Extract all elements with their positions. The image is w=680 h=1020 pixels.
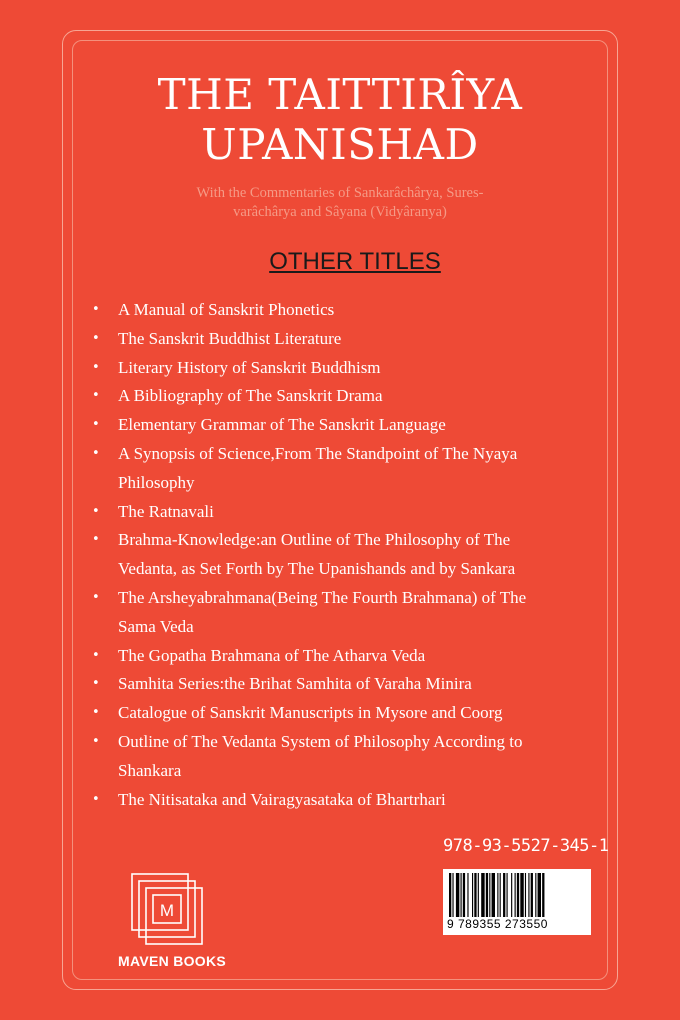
other-title-text: Samhita Series:the Brihat Samhita of Varaha Minira xyxy=(118,674,472,694)
barcode-bar xyxy=(489,873,490,917)
other-title-item xyxy=(92,498,592,527)
other-title-item xyxy=(92,382,592,411)
other-title-text: Shankara xyxy=(118,760,182,780)
book-title-line-1: THE TAITTIRÎYA xyxy=(157,70,523,119)
other-title-text: Brahma-Knowledge:an Outline of The Philosophy of The xyxy=(118,530,511,550)
barcode-bar xyxy=(520,873,523,917)
other-title-item xyxy=(92,728,592,786)
other-title-item xyxy=(92,325,592,354)
book-title xyxy=(0,70,680,170)
barcode-bar xyxy=(478,873,479,917)
bullet-icon: • xyxy=(92,330,100,346)
other-title-text: A Bibliography of The Sanskrit Drama xyxy=(118,386,383,406)
other-title-text: Elementary Grammar of The Sanskrit Language xyxy=(118,415,446,435)
bullet-icon: • xyxy=(92,647,100,663)
bullet-icon: • xyxy=(92,302,100,317)
other-title-text: The Sanskrit Buddhist Literature xyxy=(118,328,342,348)
other-title-text: Outline of The Vedanta System of Philosophy According to xyxy=(118,731,523,751)
publisher-name: MAVEN BOOKS xyxy=(118,953,227,969)
bullet-icon: • xyxy=(92,417,100,433)
barcode-bar xyxy=(515,873,516,917)
barcode-bar xyxy=(449,873,451,917)
bullet-icon: • xyxy=(92,705,100,721)
barcode-bar xyxy=(486,873,488,917)
other-title-text: The Arsheyabrahmana(Being The Fourth Brahmana) of The xyxy=(118,587,527,607)
barcode-digits: 9 789355 273550 xyxy=(447,917,548,931)
barcode-bar xyxy=(511,873,512,917)
other-title-text: Philosophy xyxy=(118,472,195,492)
book-subtitle xyxy=(160,184,520,222)
barcode-bar xyxy=(517,873,519,917)
other-title-item xyxy=(92,699,592,728)
barcode-bar xyxy=(503,873,505,917)
bullet-icon: • xyxy=(92,676,100,692)
barcode-bar xyxy=(500,873,501,917)
bullet-icon: • xyxy=(92,733,100,749)
book-subtitle-line-1: With the Commentaries of Sankarâchârya, Sures- xyxy=(196,185,484,201)
barcode-bar xyxy=(481,873,484,917)
other-title-text: Sama Veda xyxy=(118,616,194,636)
book-title-line-2: UPANISHAD xyxy=(201,120,479,169)
other-title-item xyxy=(92,411,592,440)
barcode-bar xyxy=(535,873,536,917)
barcode-bar xyxy=(492,873,495,917)
barcode-icon xyxy=(443,869,591,935)
other-title-text: The Ratnavali xyxy=(118,501,214,521)
other-title-item xyxy=(92,670,592,699)
maven-books-logo-icon xyxy=(130,872,204,946)
bullet-icon: • xyxy=(92,388,100,404)
barcode-bar xyxy=(542,873,544,917)
logo-letter: M xyxy=(159,901,175,920)
barcode-bar xyxy=(507,873,508,917)
barcode-bar xyxy=(467,873,468,917)
other-title-item xyxy=(92,642,592,671)
other-title-text: Literary History of Sanskrit Buddhism xyxy=(118,357,381,377)
other-title-text: A Synopsis of Science,From The Standpoint of The Nyaya xyxy=(118,443,518,463)
bullet-icon: • xyxy=(92,445,100,461)
other-title-item xyxy=(92,526,592,584)
barcode-bars xyxy=(449,873,585,917)
other-title-item xyxy=(92,296,592,325)
barcode-bar xyxy=(525,873,526,917)
other-title-text: The Nitisataka and Vairagyasataka of Bhartrhari xyxy=(118,789,446,809)
other-title-text: Vedanta, as Set Forth by The Upanishands and by Sankara xyxy=(118,559,516,579)
barcode-bar xyxy=(472,873,473,917)
isbn-number: 978-93-5527-345-1 xyxy=(443,836,609,856)
bullet-icon: • xyxy=(92,503,100,519)
other-title-item xyxy=(92,440,592,498)
barcode-bar xyxy=(531,873,533,917)
other-titles-heading: OTHER TITLES xyxy=(269,248,441,275)
book-subtitle-line-2: varâchârya and Sâyana (Vidyâranya) xyxy=(233,204,447,220)
barcode-bar xyxy=(463,873,465,917)
other-titles-list xyxy=(92,296,592,814)
bullet-icon: • xyxy=(92,359,100,375)
bullet-icon: • xyxy=(92,532,100,548)
other-title-item xyxy=(92,786,592,815)
other-title-text: The Gopatha Brahmana of The Atharva Veda xyxy=(118,645,426,665)
bullet-icon: • xyxy=(92,791,100,807)
other-title-text: Catalogue of Sanskrit Manuscripts in Mysore and Coorg xyxy=(118,703,503,723)
barcode-bar xyxy=(538,873,541,917)
barcode-bar xyxy=(497,873,498,917)
other-title-text: A Manual of Sanskrit Phonetics xyxy=(118,300,335,319)
barcode-bar xyxy=(456,873,459,917)
barcode-bar xyxy=(528,873,529,917)
barcode-bar xyxy=(452,873,453,917)
barcode-bar xyxy=(474,873,476,917)
other-title-item xyxy=(92,584,592,642)
bullet-icon: • xyxy=(92,589,100,605)
barcode-bar xyxy=(461,873,462,917)
other-title-item xyxy=(92,354,592,383)
